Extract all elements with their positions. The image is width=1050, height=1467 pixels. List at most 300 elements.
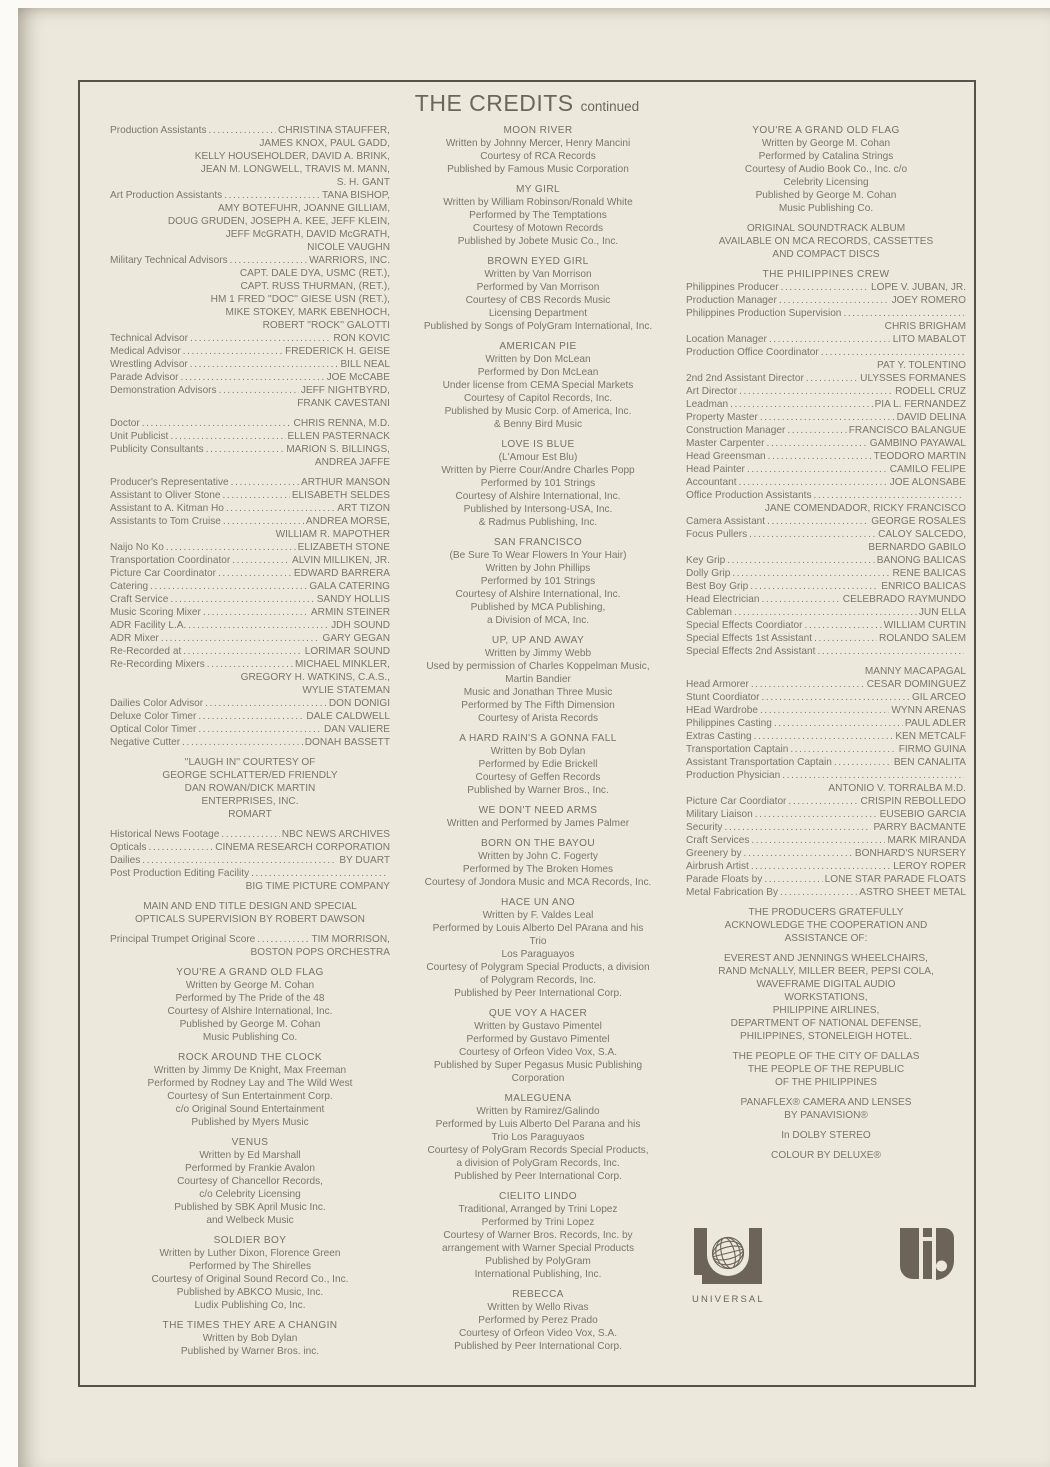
credit-pair	[110, 841, 390, 854]
credit-role: Transportation Captain	[686, 744, 789, 755]
credit-pair	[110, 828, 390, 841]
credit-pair	[686, 411, 966, 424]
dot-leader	[251, 867, 388, 880]
credit-text: ROMART	[228, 809, 272, 820]
spacer	[398, 431, 678, 438]
dot-leader	[170, 593, 314, 606]
credit-text: Performed by 101 Strings	[480, 478, 596, 489]
credit-pair	[686, 476, 966, 489]
credit-pair	[686, 385, 966, 398]
credit-name: FREDERICK H. GEISE	[285, 346, 390, 357]
dot-leader	[150, 580, 307, 593]
credit-text: PHILIPPINES, STONELEIGH HOTEL.	[739, 1031, 913, 1042]
credit-name: BONHARD'S NURSERY	[854, 848, 966, 859]
credit-text: DOUG GRUDEN, JOSEPH A. KEE, JEFF KLEIN,	[167, 216, 390, 227]
credit-text: Published by Peer International Corp.	[454, 988, 622, 999]
credit-role: Special Effects Coordiator	[686, 620, 803, 631]
credit-role: Picture Car Coordiator	[686, 796, 787, 807]
credit-text: Published by George M. Cohan	[179, 1019, 321, 1030]
credit-pair	[110, 697, 390, 710]
credit-role: Picture Car Coordinator	[110, 568, 217, 579]
scanned-page	[18, 8, 1050, 1467]
dot-leader	[734, 606, 917, 619]
credit-text: Music and Jonathan Three Music	[463, 687, 613, 698]
dot-leader	[230, 254, 307, 267]
credit-pair	[110, 658, 390, 671]
credit-text: OF THE PHILIPPINES	[775, 1077, 877, 1088]
universal-globe-icon	[694, 1228, 762, 1286]
credit-role: Accountant	[686, 477, 737, 488]
credit-text: Published by Jobete Music Co., Inc.	[457, 236, 619, 247]
song-title: YOU'RE A GRAND OLD FLAG	[752, 125, 900, 136]
credit-name: RENE BALICAS	[892, 568, 966, 579]
song-title: ROCK AROUND THE CLOCK	[178, 1052, 322, 1063]
credit-text: ''LAUGH IN'' COURTESY OF	[184, 757, 316, 768]
spacer	[398, 797, 678, 804]
credit-pair	[110, 854, 390, 867]
credit-pair	[686, 567, 966, 580]
credit-text: Corporation	[511, 1073, 565, 1084]
credit-text: Performed by The Broken Homes	[462, 864, 614, 875]
credit-name: DON DONIGI	[328, 698, 390, 709]
page-border-frame	[78, 80, 976, 1387]
credit-text: OPTICALS SUPERVISION BY ROBERT DAWSON	[135, 914, 365, 925]
credit-role: Opticals	[110, 842, 147, 853]
credit-text: Published by Famous Music Corporation	[447, 164, 629, 175]
credit-role: Office Production Assistants	[686, 490, 812, 501]
credit-pair	[686, 450, 966, 463]
spacer	[686, 1142, 966, 1149]
dot-leader	[806, 372, 858, 385]
credit-name: CINEMA RESEARCH CORPORATION	[215, 842, 390, 853]
credit-role: Production Physician	[686, 770, 781, 781]
credit-pair	[686, 515, 966, 528]
song-title: BORN ON THE BAYOU	[480, 838, 596, 849]
credit-text: & Benny Bird Music	[493, 419, 583, 430]
credit-role: ADR Facility L.A.	[110, 620, 187, 631]
dot-leader	[751, 834, 885, 847]
credit-name: ROLANDO SALEM	[879, 633, 966, 644]
credit-role: Head Electrician	[686, 594, 760, 605]
credit-pair	[110, 443, 390, 456]
dot-leader	[207, 658, 293, 671]
credit-name: ULYSSES FORMANES	[860, 373, 966, 384]
credit-pair	[110, 332, 390, 345]
credit-text: FRANK CAVESTANI	[297, 398, 390, 409]
credit-pair	[686, 730, 966, 743]
credit-role: Dolly Grip	[686, 568, 731, 579]
credit-pair	[110, 593, 390, 606]
credit-text: Published by Peer International Corp.	[454, 1341, 622, 1352]
credit-role: Key Grip	[686, 555, 726, 566]
credit-text: Music Publishing Co.	[778, 203, 874, 214]
song-title: CIELITO LINDO	[499, 1191, 577, 1202]
credit-text: Courtesy of Orfeon Video Vox, S.A.	[458, 1047, 618, 1058]
credit-name: JOE McCABE	[326, 372, 390, 383]
spacer	[110, 1044, 390, 1051]
spacer	[398, 830, 678, 837]
spacer	[686, 1089, 966, 1096]
credit-text: Published by Warner Bros. inc.	[180, 1346, 320, 1357]
credit-name: DAN VALIERE	[323, 724, 390, 735]
credit-name: JEFF NIGHTBYRD,	[300, 385, 390, 396]
credit-pair	[110, 254, 390, 267]
credit-text: Published by Songs of PolyGram International, Inc.	[423, 321, 653, 332]
credit-role: Head Painter	[686, 464, 745, 475]
credit-text: Courtesy of Audio Book Co., Inc. c/o	[744, 164, 908, 175]
credit-role: Head Greensman	[686, 451, 766, 462]
credit-name: CAMILO FELIPE	[889, 464, 966, 475]
credit-text: Courtesy of Capitol Records, Inc.	[463, 393, 613, 404]
credit-text: ROBERT ''ROCK'' GALOTTI	[262, 320, 390, 331]
dot-leader	[760, 704, 889, 717]
credit-text: Written by George M. Cohan	[761, 138, 891, 149]
credit-text: Published by Intersong-USA, Inc.	[463, 504, 613, 515]
credit-pair	[686, 632, 966, 645]
credit-text: Written by Gustavo Pimentel	[474, 1021, 602, 1032]
dot-leader	[183, 645, 302, 658]
credit-pair	[686, 769, 966, 782]
dot-leader	[767, 437, 868, 450]
credit-role: Parade Floats by	[686, 874, 763, 885]
credit-text: Courtesy of Geffen Records	[475, 772, 601, 783]
credit-pair	[686, 717, 966, 730]
credit-text: DEPARTMENT OF NATIONAL DEFENSE,	[730, 1018, 922, 1029]
credit-name: MARK MIRANDA	[887, 835, 966, 846]
credit-pair	[110, 430, 390, 443]
credit-text: Published by MCA Publishing,	[470, 602, 606, 613]
credit-pair	[110, 384, 390, 397]
credit-role: Negative Cutter	[110, 737, 181, 748]
credit-role: Post Production Editing Facility	[110, 868, 250, 879]
credit-name: ELLEN PASTERNACK	[287, 431, 390, 442]
song-title: SAN FRANCISCO	[493, 537, 583, 548]
credit-role: Deluxe Color Timer	[110, 711, 197, 722]
song-title: QUE VOY A HACER	[488, 1008, 588, 1019]
credit-name: KEN METCALF	[895, 731, 966, 742]
credit-text: COLOUR BY DELUXE®	[771, 1150, 881, 1161]
song-title: WE DON'T NEED ARMS	[478, 805, 598, 816]
credit-text: EVEREST AND JENNINGS WHEELCHAIRS,	[724, 953, 928, 964]
credit-name: LORIMAR SOUND	[304, 646, 390, 657]
dot-leader	[739, 385, 893, 398]
credit-role: Music Scoring Mixer	[110, 607, 201, 618]
credit-name: ELIZABETH STONE	[297, 542, 390, 553]
credit-text: ENTERPRISES, INC.	[201, 796, 299, 807]
credit-name: ARMIN STEINER	[310, 607, 390, 618]
song-title: THE PHILIPPINES CREW	[762, 269, 890, 280]
dot-leader	[209, 124, 277, 137]
dot-leader	[223, 489, 290, 502]
credit-text: Licensing Department	[488, 308, 588, 319]
credit-text: WYLIE STATEMAN	[302, 685, 390, 696]
dot-leader	[790, 743, 896, 756]
dot-leader	[744, 847, 853, 860]
spacer	[398, 248, 678, 255]
credit-text: THE PRODUCERS GRATEFULLY	[748, 907, 904, 918]
credit-name: GEORGE ROSALES	[871, 516, 966, 527]
credit-text: Published by Music Corp. of America, Inc.	[444, 406, 632, 417]
credit-pair	[110, 567, 390, 580]
dot-leader	[749, 528, 876, 541]
credit-pair	[686, 645, 966, 658]
studio-logos	[692, 1228, 954, 1305]
song-title: HACE UN ANO	[501, 897, 575, 908]
uip-logo	[900, 1228, 954, 1291]
credit-text: Written by John Phillips	[485, 563, 591, 574]
credit-text: CHRIS BRIGHAM	[884, 321, 966, 332]
credit-pair	[110, 502, 390, 515]
spacer	[398, 333, 678, 340]
spacer	[110, 1129, 390, 1136]
credit-pair	[686, 463, 966, 476]
credit-name: JOEY ROMERO	[891, 295, 966, 306]
dot-leader	[782, 769, 964, 782]
dot-leader	[142, 417, 292, 430]
credit-name: ASTRO SHEET METAL	[859, 887, 966, 898]
spacer	[686, 945, 966, 952]
song-title: BROWN EYED GIRL	[487, 256, 589, 267]
dot-leader	[769, 333, 891, 346]
dot-leader	[814, 489, 965, 502]
credit-name: BANONG BALICAS	[876, 555, 966, 566]
credit-name: ARTHUR MANSON	[301, 477, 390, 488]
page-title-main: THE CREDITS	[414, 90, 574, 116]
dot-leader	[805, 619, 882, 632]
credit-pair	[110, 515, 390, 528]
spacer	[110, 959, 390, 966]
spacer	[398, 1085, 678, 1092]
spacer	[398, 529, 678, 536]
credit-pair	[686, 678, 966, 691]
credit-pair	[110, 358, 390, 371]
credit-role: Demonstration Advisors	[110, 385, 217, 396]
credit-pair	[110, 541, 390, 554]
credit-text: WORKSTATIONS,	[784, 992, 868, 1003]
credit-role: Master Carpenter	[686, 438, 765, 449]
credit-text: Performed by The Shirelles	[188, 1261, 312, 1272]
credit-name: CALOY SALCEDO,	[878, 529, 966, 540]
credit-role: Camera Assistant	[686, 516, 766, 527]
credit-text: Courtesy of Jondora Music and MCA Records, Inc.	[424, 877, 652, 888]
credit-text: Courtesy of Chancellor Records,	[177, 1176, 323, 1187]
credit-text: PHILIPPINE AIRLINES,	[772, 1005, 880, 1016]
credit-text: Courtesy of Original Sound Record Co., Inc.	[151, 1274, 349, 1285]
dot-leader	[226, 502, 335, 515]
credit-role: Stunt Coordiator	[686, 692, 760, 703]
dot-leader	[166, 541, 296, 554]
credit-role: Catering	[110, 581, 149, 592]
credit-pair	[686, 743, 966, 756]
credit-name: BY DUART	[339, 855, 390, 866]
credit-text: BIG TIME PICTURE COMPANY	[245, 881, 390, 892]
credit-role: Assistant to A. Kitman Ho	[110, 503, 224, 514]
credit-name: CELEBRADO RAYMUNDO	[842, 594, 966, 605]
spacer	[110, 1312, 390, 1319]
spacer	[110, 821, 390, 828]
dot-leader	[223, 515, 304, 528]
credit-pair	[110, 632, 390, 645]
credit-text: Performed by 101 Strings	[480, 576, 596, 587]
credit-name: PIA L. FERNANDEZ	[874, 399, 966, 410]
credit-pair	[686, 860, 966, 873]
credit-name: FRANCISCO BALANGUE	[848, 425, 966, 436]
credit-pair	[686, 489, 966, 502]
credit-name: ANDREA MORSE,	[305, 516, 390, 527]
credit-name: WILLIAM CURTIN	[883, 620, 966, 631]
credit-text: Performed by The Fifth Dimension	[461, 700, 615, 711]
credit-text: Written by Jimmy De Knight, Max Freeman	[153, 1065, 347, 1076]
credit-pair	[110, 606, 390, 619]
credit-pair	[686, 437, 966, 450]
credit-role: Wrestling Advisor	[110, 359, 188, 370]
credit-text: JANE COMENDADOR, RICKY FRANCISCO	[764, 503, 966, 514]
credit-role: Assistants to Tom Cruise	[110, 516, 221, 527]
credit-text: Written by Ed Marshall	[199, 1150, 301, 1161]
credit-pair	[110, 124, 390, 137]
credit-text: Written by Pierre Cour/Andre Charles Popp	[441, 465, 635, 476]
credit-text: arrangement with Warner Special Products	[441, 1243, 635, 1254]
spacer	[686, 658, 966, 665]
credit-name: PARRY BACMANTE	[873, 822, 966, 833]
spacer	[398, 1281, 678, 1288]
credit-pair	[110, 345, 390, 358]
dot-leader	[764, 873, 822, 886]
credit-text: RAND McNALLY, MILLER BEER, PEPSI COLA,	[718, 966, 934, 977]
credit-text: ANDREA JAFFE	[314, 457, 390, 468]
credit-name: GAMBINO PAYAWAL	[869, 438, 966, 449]
credit-text: International Publishing, Inc.	[474, 1269, 602, 1280]
dot-leader	[774, 717, 903, 730]
credit-text: Performed by Don McLean	[477, 367, 599, 378]
credit-text: Traditional, Arranged by Trini Lopez	[458, 1204, 618, 1215]
dot-leader	[780, 886, 857, 899]
dot-leader	[257, 933, 309, 946]
credits-column-right	[686, 124, 966, 1358]
credit-name: TEODORO MARTIN	[873, 451, 966, 462]
credit-pair	[686, 554, 966, 567]
credit-name: BILL NEAL	[340, 359, 390, 370]
credit-text: Published by George M. Cohan	[755, 190, 897, 201]
credit-text: Published by Warner Bros., Inc.	[467, 785, 609, 796]
credit-name: FIRMO GUINA	[898, 744, 966, 755]
dot-leader	[190, 358, 339, 371]
dot-leader	[180, 371, 324, 384]
credits-column-left	[110, 124, 390, 1358]
dot-leader	[206, 443, 285, 456]
credit-pair	[110, 736, 390, 749]
credit-name: NBC NEWS ARCHIVES	[281, 829, 390, 840]
credit-name: GIL ARCEO	[911, 692, 966, 703]
credit-role: Producer's Representative	[110, 477, 229, 488]
dot-leader	[767, 515, 869, 528]
credit-name: JDH SOUND	[331, 620, 390, 631]
credit-text: MANNY MACAPAGAL	[864, 666, 966, 677]
song-title: A HARD RAIN'S A GONNA FALL	[459, 733, 617, 744]
credit-text: ORIGINAL SOUNDTRACK ALBUM	[746, 223, 906, 234]
song-title: THE TIMES THEY ARE A CHANGIN	[162, 1320, 338, 1331]
spacer	[686, 1043, 966, 1050]
credit-name: DONAH BASSETT	[304, 737, 390, 748]
credit-pair	[686, 619, 966, 632]
credit-role: Art Production Assistants	[110, 190, 223, 201]
credit-text: Used by permission of Charles Koppelman Music,	[426, 661, 650, 672]
credit-text: Courtesy of RCA Records	[480, 151, 596, 162]
dot-leader	[198, 723, 322, 736]
credit-pair	[110, 189, 390, 202]
dot-leader	[760, 411, 895, 424]
credit-role: Special Effects 2nd Assistant	[686, 646, 816, 657]
credit-text: Courtesy of Alshire International, Inc.	[167, 1006, 333, 1017]
credit-text: In DOLBY STEREO	[781, 1130, 871, 1141]
credit-name: LITO MABALOT	[892, 334, 966, 345]
song-title: YOU'RE A GRAND OLD FLAG	[176, 967, 324, 978]
credit-text: Published by ABKCO Music, Inc.	[176, 1287, 324, 1298]
credit-name: SANDY HOLLIS	[316, 594, 390, 605]
dot-leader	[724, 821, 871, 834]
credit-text: Performed by The Pride of the 48	[175, 993, 325, 1004]
credit-role: Doctor	[110, 418, 140, 429]
credit-pair	[110, 476, 390, 489]
credit-name: ELISABETH SELDES	[291, 490, 390, 501]
spacer	[398, 725, 678, 732]
dot-leader	[817, 645, 964, 658]
dot-leader	[814, 632, 877, 645]
credit-pair	[686, 307, 966, 320]
credit-role: HEad Wardrobe	[686, 705, 758, 716]
credit-pair	[686, 606, 966, 619]
credit-name: ART TIZON	[337, 503, 390, 514]
spacer	[110, 469, 390, 476]
dot-leader	[170, 430, 285, 443]
dot-leader	[142, 854, 337, 867]
credit-name: MARION S. BILLINGS,	[286, 444, 390, 455]
credit-text: THE PEOPLE OF THE REPUBLIC	[747, 1064, 905, 1075]
credit-role: Head Armorer	[686, 679, 749, 690]
credit-role: Re-Recorded at	[110, 646, 182, 657]
credit-name: CHRISTINA STAUFFER,	[278, 125, 390, 136]
dot-leader	[218, 567, 292, 580]
dot-leader	[727, 554, 875, 567]
credits-column-middle	[398, 124, 678, 1358]
credit-text: NICOLE VAUGHN	[307, 242, 390, 253]
credit-pair	[686, 346, 966, 359]
credit-name: RODELL CRUZ	[895, 386, 966, 397]
credit-text: ASSISTANCE OF:	[784, 933, 868, 944]
credit-text: AVAILABLE ON MCA RECORDS, CASSETTES	[718, 236, 934, 247]
credit-pair	[110, 723, 390, 736]
spacer	[686, 899, 966, 906]
credit-text: Written and Performed by James Palmer	[446, 818, 630, 829]
credit-role: Craft Services	[686, 835, 750, 846]
credit-text: GEORGE SCHLATTER/ED FRIENDLY	[162, 770, 338, 781]
credit-pair	[686, 372, 966, 385]
credit-role: Assistant to Oliver Stone	[110, 490, 221, 501]
dot-leader	[781, 281, 869, 294]
credit-text: Courtesy of CBS Records Music	[465, 295, 611, 306]
spacer	[398, 889, 678, 896]
credit-pair	[110, 710, 390, 723]
credit-text: Written by Don McLean	[485, 354, 591, 365]
credit-text: Courtesy of Motown Records	[472, 223, 604, 234]
credit-role: Military Liaison	[686, 809, 753, 820]
song-title: VENUS	[231, 1137, 269, 1148]
dot-leader	[148, 841, 213, 854]
spacer	[110, 926, 390, 933]
credit-pair	[686, 795, 966, 808]
credit-name: TIM MORRISON,	[311, 934, 390, 945]
credit-name: PAUL ADLER	[904, 718, 966, 729]
